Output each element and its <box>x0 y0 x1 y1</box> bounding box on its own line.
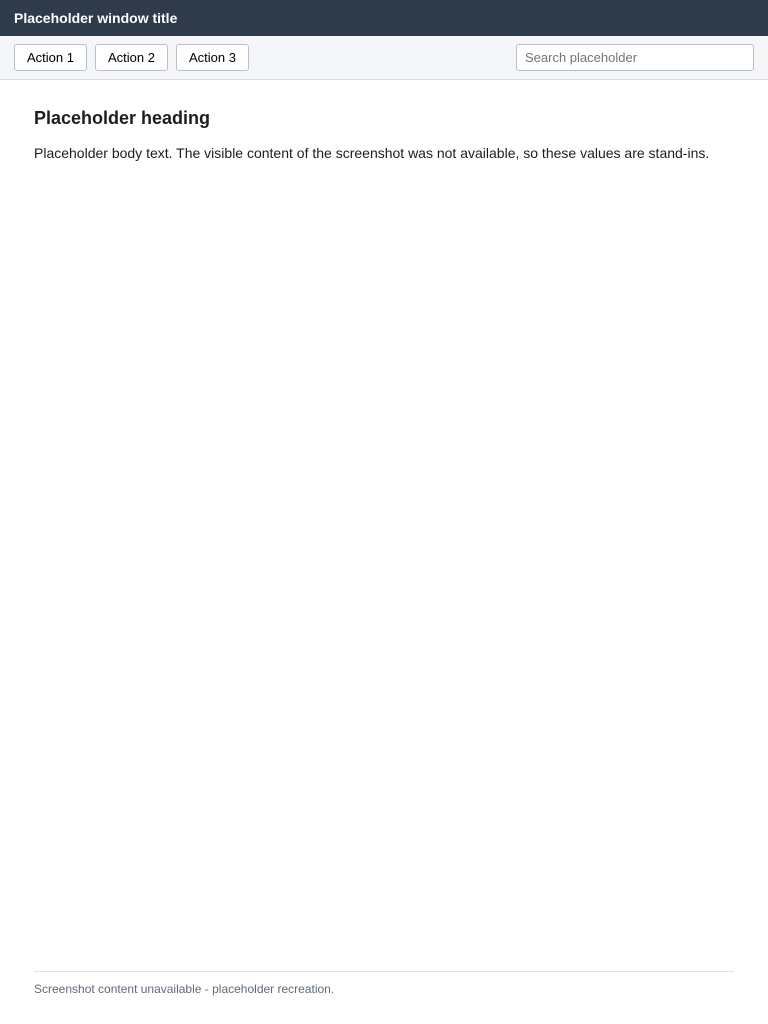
main-content <box>0 80 768 192</box>
page-heading: Placeholder heading <box>34 108 211 128</box>
toolbar-action-1[interactable]: Action 1 <box>14 44 87 71</box>
toolbar-action-2[interactable]: Action 2 <box>95 44 168 71</box>
title-bar <box>0 0 768 36</box>
body-text: Placeholder body text. The visible content of the screenshot was not available, so these values are stand-ins. <box>34 145 710 161</box>
search-input[interactable] <box>516 44 754 71</box>
placeholder-notice: Screenshot content unavailable - placeholder recreation. <box>34 971 734 996</box>
toolbar-action-3[interactable]: Action 3 <box>176 44 249 71</box>
toolbar <box>0 36 768 80</box>
window-title: Placeholder window title <box>14 10 178 26</box>
